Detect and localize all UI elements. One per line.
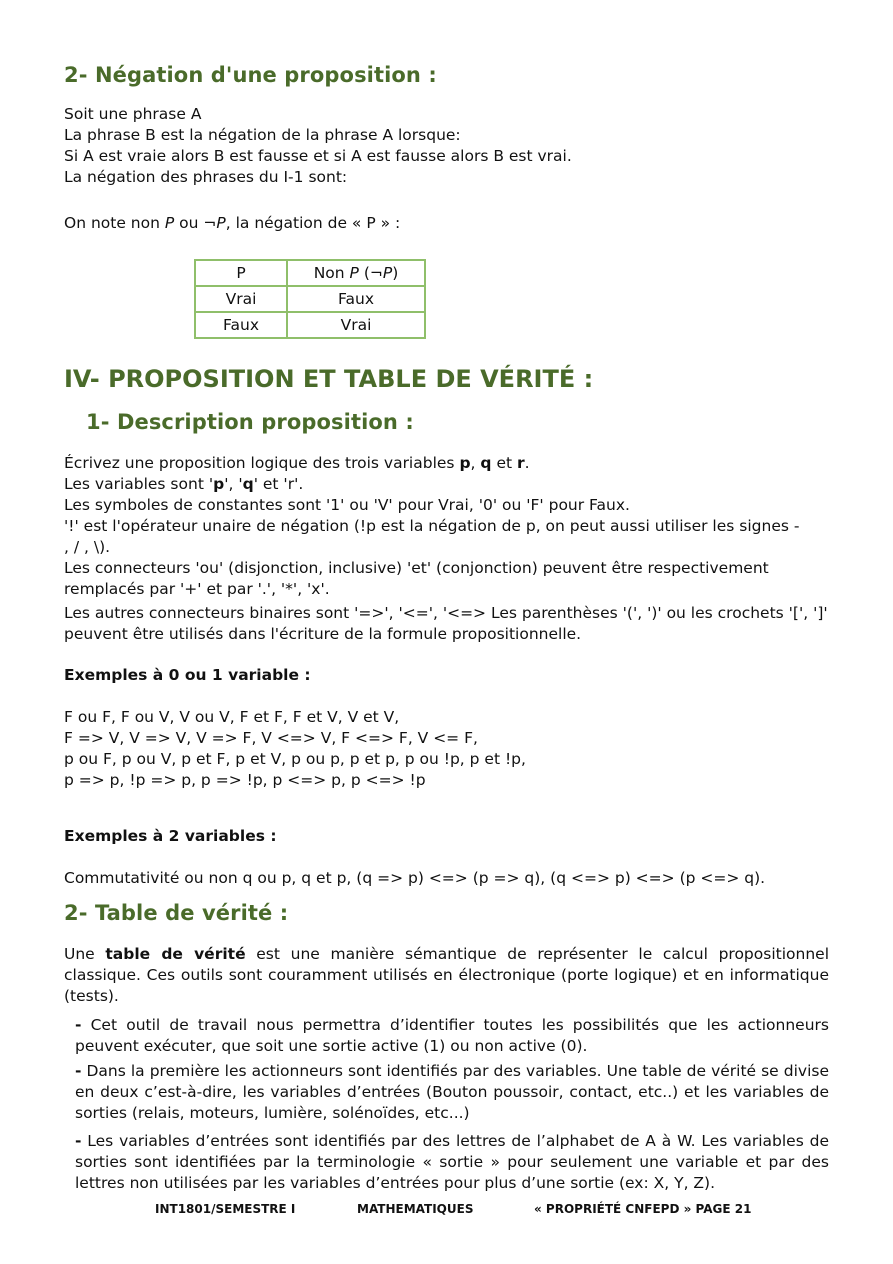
text-line: peuvent être utilisés dans l'écriture de la formule propositionnelle. (64, 625, 582, 643)
table-header-row (195, 260, 425, 286)
table-cell: Faux (195, 312, 287, 338)
bullet-item: - Dans la première les actionneurs sont identifiés par des variables. Une table de vérité se divise en deux c’est-à-dire, les variables d’entrées (Bouton poussoir, contact, etc..) et les variables de sorties (relais, moteurs, lumière, solénoïdes, etc...) (75, 1062, 829, 1122)
table-row (195, 286, 425, 312)
examples-1-title: Exemples à 0 ou 1 variable : (64, 666, 311, 684)
text-line: p ou F, p ou V, p et F, p et V, p ou p, p et p, p ou !p, p et !p, (64, 750, 526, 768)
bullet-item: - Les variables d’entrées sont identifiés par des lettres de l’alphabet de A à W. Les variables de sorties sont identifiées par la terminologie « sortie » pour seulement une variable et par des lettres non utilisées par les variables d’entrées pour plus d’une sortie (ex: X, Y, Z). (75, 1132, 829, 1192)
text-line: Si A est vraie alors B est fausse et si A est fausse alors B est vrai. (64, 147, 572, 165)
subsection-title-truth-table: 2- Table de vérité : (64, 901, 289, 925)
text-line: F ou F, F ou V, V ou V, F et F, F et V, V et V, (64, 708, 400, 726)
table-header-cell: P (195, 260, 287, 286)
text-line: Écrivez une proposition logique des trois variables p, q et r. (64, 454, 530, 472)
text-line: p => p, !p => p, p => !p, p <=> p, p <=> !p (64, 771, 426, 789)
text: ou ¬ (174, 214, 217, 232)
var-p: P (164, 214, 175, 232)
var-p: P (216, 214, 226, 232)
text: , la négation de « P » : (225, 214, 401, 232)
text-line: Les variables sont 'p', 'q' et 'r'. (64, 475, 304, 493)
text-line: Les autres connecteurs binaires sont '=>', '<=', '<=> Les parenthèses '(', ')' ou les crochets '[', ']' (64, 604, 828, 622)
text: On note non (64, 214, 165, 232)
text-line: , / , \). (64, 538, 111, 556)
footer-left: INT1801/SEMESTRE I (155, 1202, 296, 1216)
bullet-item: - Cet outil de travail nous permettra d’identifier toutes les possibilités que les actionneurs peuvent exécuter, que soit une sortie active (1) ou non active (0). (75, 1016, 829, 1055)
examples-1-block (64, 707, 526, 791)
section-title-iv: IV- PROPOSITION ET TABLE DE VÉRITÉ : (64, 365, 594, 393)
truth-table-paragraph: Une table de vérité est une manière sémantique de représenter le calcul propositionnel classique. Ces outils sont couramment utilisés en électronique (porte logique) et en informatique (tests). (64, 945, 829, 1005)
table-cell: Vrai (287, 312, 425, 338)
text-line: '!' est l'opérateur unaire de négation (!p est la négation de p, on peut aussi utiliser les signes - (64, 517, 800, 535)
subsection-title-description: 1- Description proposition : (86, 410, 414, 434)
text-line: La phrase B est la négation de la phrase A lorsque: (64, 126, 461, 144)
text-line: F => V, V => V, V => F, V <=> V, F <=> F, V <= F, (64, 729, 478, 747)
text-line: Les symboles de constantes sont '1' ou 'V' pour Vrai, '0' ou 'F' pour Faux. (64, 496, 630, 514)
table-cell: Vrai (195, 286, 287, 312)
table-cell: Faux (287, 286, 425, 312)
text-line: Les connecteurs 'ou' (disjonction, inclusive) 'et' (conjonction) peuvent être respectivement (64, 559, 769, 577)
footer-center: MATHEMATIQUES (357, 1202, 474, 1216)
description-block (64, 453, 828, 645)
negation-note (64, 213, 400, 234)
examples-2-line: Commutativité ou non q ou p, q et p, (q => p) <=> (p => q), (q <=> p) <=> (p <=> q). (64, 869, 766, 887)
section-title-negation: 2- Négation d'une proposition : (64, 63, 437, 87)
text-line: Soit une phrase A (64, 105, 202, 123)
footer-right: « PROPRIÉTÉ CNFEPD » PAGE 21 (534, 1202, 752, 1216)
table-header-cell: Non P (¬P) (287, 260, 425, 286)
text-line: remplacés par '+' et par '.', '*', 'x'. (64, 580, 330, 598)
text-line: La négation des phrases du I-1 sont: (64, 168, 348, 186)
negation-truth-table (194, 259, 426, 339)
examples-2-title: Exemples à 2 variables : (64, 827, 277, 845)
negation-lines (64, 104, 572, 188)
table-row (195, 312, 425, 338)
